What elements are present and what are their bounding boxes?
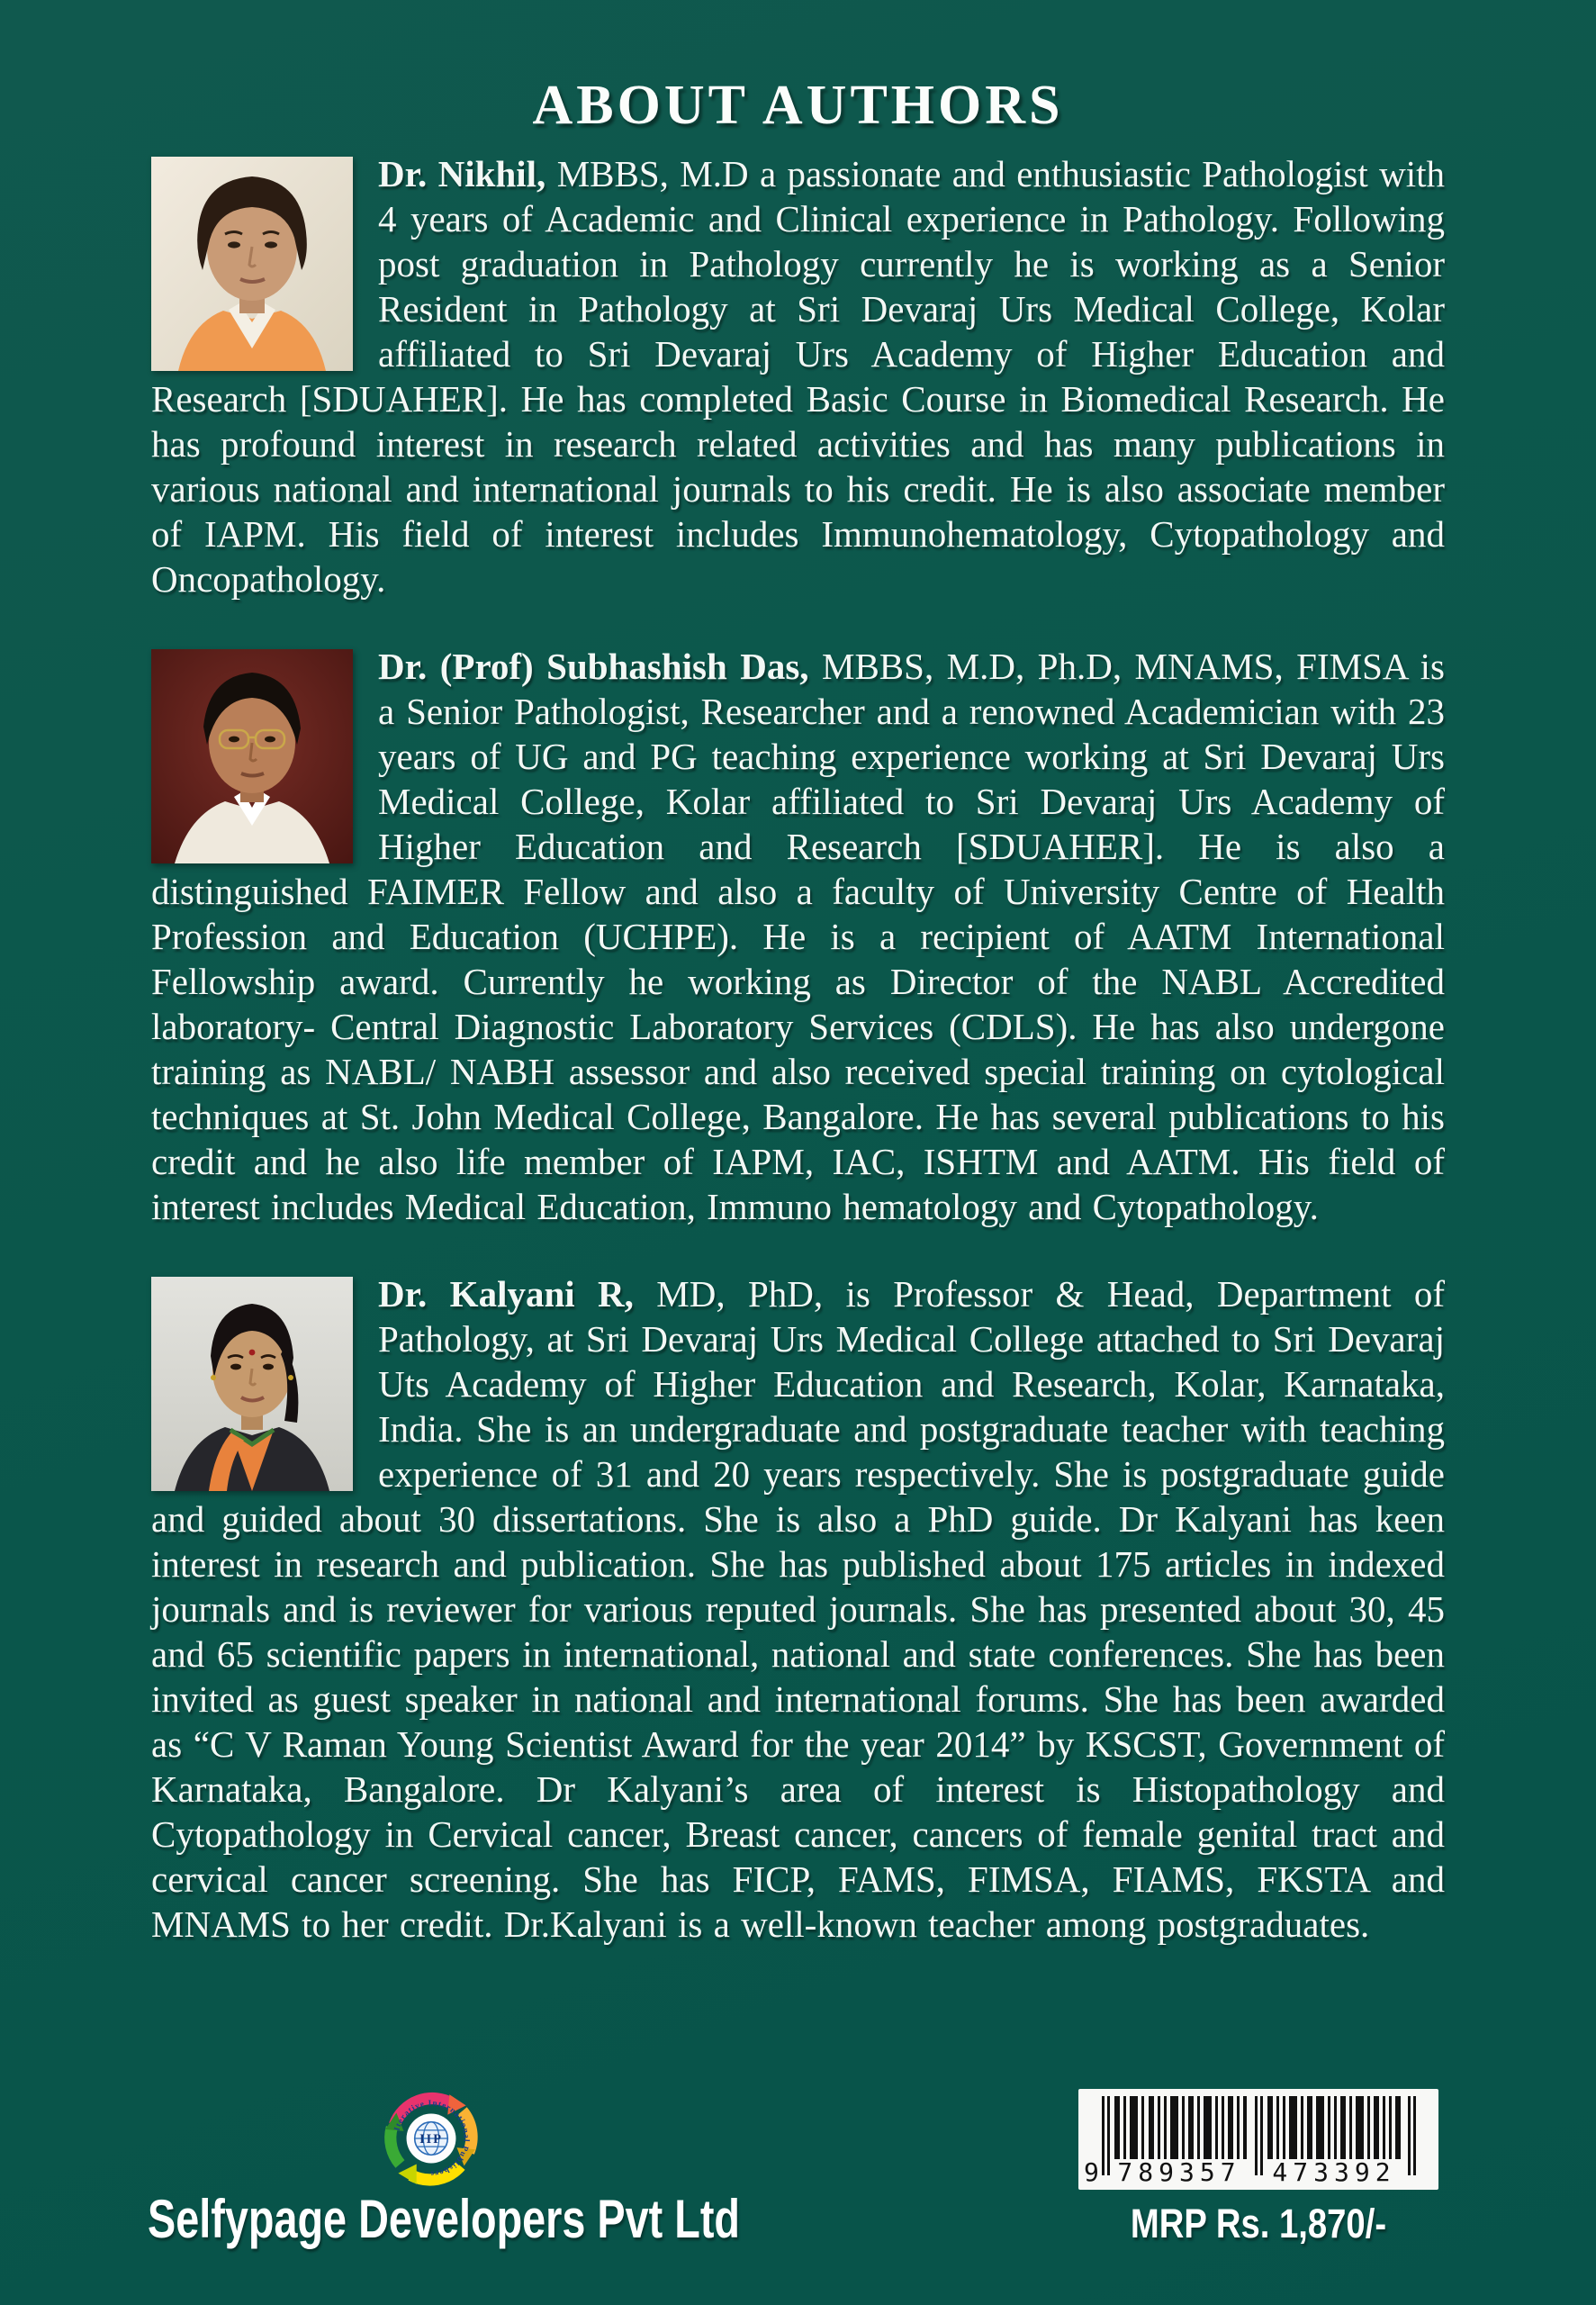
author-section-nikhil [151,151,1445,601]
mrp-price: MRP Rs. 1,870/- [1130,2201,1387,2246]
author-section-subhashish-das [151,644,1445,1229]
author-name: Dr. Nikhil, [378,153,546,194]
author-photo-nikhil [151,157,353,371]
author-bio-text: MD, PhD, is Professor & Head, Department of Pathology, at Sri Devaraj Urs Medical College attached to Sri Devaraj Uts Academy of Higher Education and Research, Kolar, Karnataka, India. She is an undergraduate and postgraduate teacher with teaching experience of 31 and 20 years respectively. She is postgraduate guide and guided about 30 dissertations. She is also a PhD guide. Dr Kalyani has keen interest in research and publication. She has published about 175 articles in indexed journals and is reviewer for various reputed journals. She has presented about 30, 45 and 65 scientific papers in international, national and state conferences. She has been invited as guest speaker in national and international forums. She has been awarded as “C V Raman Young Scientist Award for the year 2014” by KSCST, Government of Karnataka, Bangalore. Dr Kalyani’s area of interest is Histopathology and Cytopathology in Cervical cancer, Breast cancer, cancers of female genital tract and cervical cancer screening. She has FICP, FAMS, FIMSA, FIAMS, FKSTA and MNAMS to her credit. Dr.Kalyani is a well-known teacher among postgraduates. [151,1273,1445,1945]
author-photo-kalyani [151,1277,353,1491]
author-bio-text: MBBS, M.D, Ph.D, MNAMS, FIMSA is a Senior Pathologist, Researcher and a renowned Academician with 23 years of UG and PG teaching experience working at Sri Devaraj Urs Medical College, Kolar affiliated to Sri Devaraj Urs Academy of Higher Education and Research [SDUAHER]. He is also a distinguished FAIMER Fellow and also a faculty of University Centre of Health Profession and Education (UCHPE). He is a recipient of AATM International Fellowship award. Currently he working as Director of the NABL Accredited laboratory- Central Diagnostic Laboratory Services (CDLS). He has also undergone training as NABL/ NABH assessor and also received special training on cytological techniques at St. John Medical College, Bangalore. He has several publications to his credit and he also life member of IAPM, IAC, ISHTM and AATM. His field of interest includes Medical Education, Immuno hematology and Cytopathology. [151,646,1446,1227]
author-name: Dr. (Prof) Subhashish Das, [378,646,809,687]
author-photo-subhashish-das [151,649,353,863]
logo-center-text: IIP [419,2132,443,2147]
barcode-digit-left: 9 [1084,2157,1099,2187]
barcode-digits-group1: 789357 [1117,2157,1241,2187]
barcode-digits-group2: 473392 [1272,2157,1396,2187]
logo-ring-text: Iterative International Publishers [392,2098,472,2179]
bindi-shape [249,1350,256,1356]
author-name: Dr. Kalyani R, [378,1273,634,1315]
publisher-logo-iip-icon [376,2084,486,2193]
author-section-kalyani [151,1271,1445,1947]
isbn-barcode [1078,2089,1438,2190]
about-authors-content [151,151,1445,1989]
page-title: ABOUT AUTHORS [532,75,1064,136]
author-bio-text: MBBS, M.D a passionate and enthusiastic Pathologist with 4 years of Academic and Clinical experience in Pathology. Following post graduation in Pathology currently he is working as a Senior Resident in Pathology at Sri Devaraj Urs Medical College, Kolar affiliated to Sri Devaraj Urs Academy of Higher Education and Research [SDUAHER]. He has completed Basic Course in Biomedical Research. He has profound interest in research related activities and has many publications in various national and international journals to his credit. He is also associate member of IAPM. His field of interest includes Immunohematology, Cytopathology and Oncopathology. [151,153,1445,600]
publisher-name: Selfypage Developers Pvt Ltd [148,2189,741,2249]
